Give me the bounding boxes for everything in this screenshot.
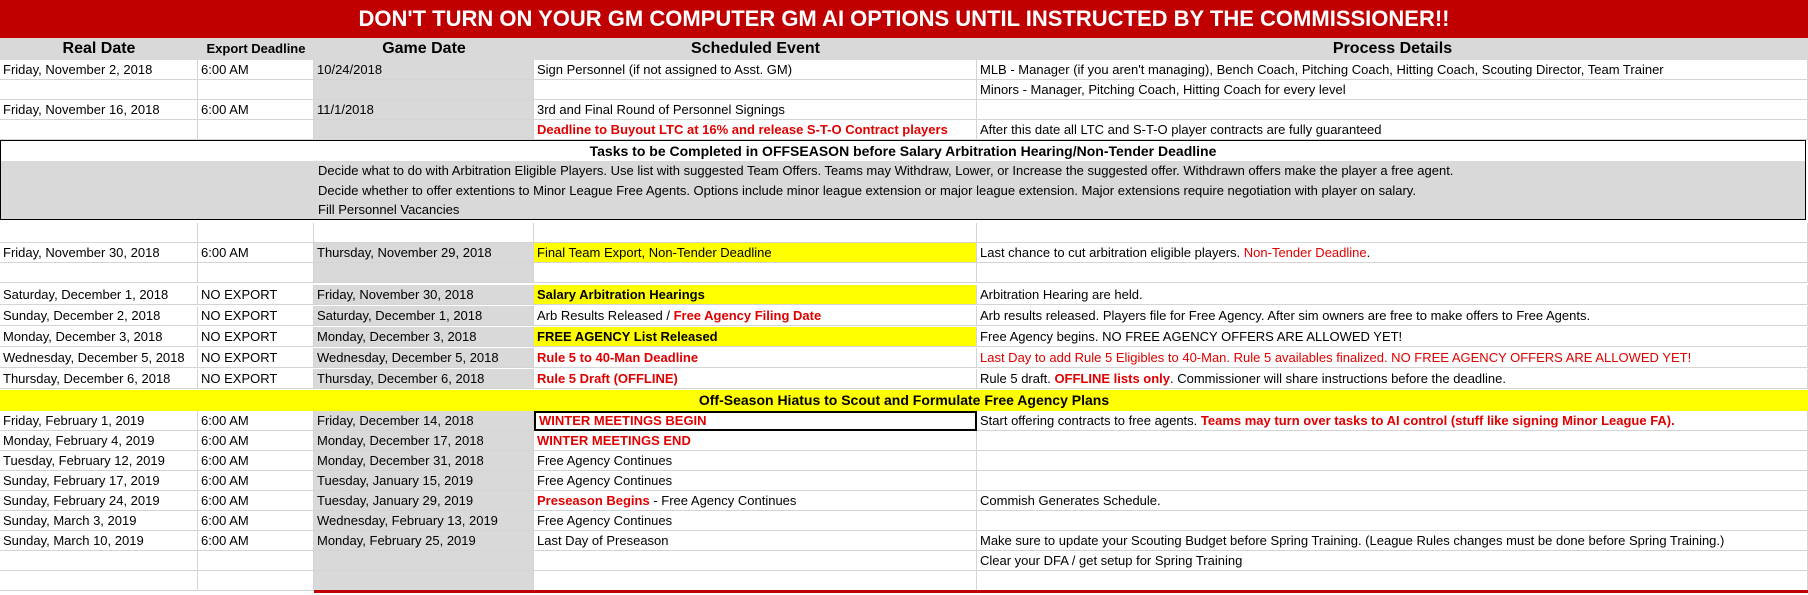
- offseason-tasks-block: [0, 140, 1806, 220]
- export-cell[interactable]: 6:00 AM: [198, 100, 314, 120]
- table-row: [0, 243, 1808, 263]
- table-row: [0, 120, 1808, 140]
- real-date-cell[interactable]: [0, 551, 198, 571]
- task-line[interactable]: Fill Personnel Vacancies: [318, 202, 460, 217]
- empty-cell[interactable]: [314, 263, 534, 283]
- real-date-cell[interactable]: Tuesday, February 12, 2019: [0, 451, 198, 471]
- empty-cell[interactable]: [977, 223, 1808, 243]
- details-cell[interactable]: [977, 511, 1808, 531]
- export-cell[interactable]: 6:00 AM: [198, 411, 314, 431]
- game-date-cell[interactable]: Saturday, December 1, 2018: [314, 306, 534, 326]
- table-row: [0, 306, 1808, 326]
- table-row: [0, 327, 1808, 347]
- export-cell[interactable]: [198, 80, 314, 100]
- details-red-text: OFFLINE lists only: [1054, 371, 1171, 386]
- table-row: [0, 551, 1808, 571]
- export-cell[interactable]: 6:00 AM: [198, 471, 314, 491]
- event-cell[interactable]: [534, 306, 977, 326]
- game-date-cell[interactable]: Tuesday, January 15, 2019: [314, 471, 534, 491]
- empty-cell[interactable]: [314, 223, 534, 243]
- game-date-cell[interactable]: Wednesday, December 5, 2018: [314, 348, 534, 368]
- header-export-deadline[interactable]: Export Deadline: [198, 38, 314, 60]
- bottom-border: [314, 590, 1808, 593]
- table-row: [0, 491, 1808, 511]
- header-scheduled-event[interactable]: Scheduled Event: [534, 38, 977, 60]
- game-date-cell[interactable]: [314, 120, 534, 140]
- table-row: [0, 471, 1808, 491]
- real-date-cell[interactable]: Friday, November 2, 2018: [0, 60, 198, 80]
- table-row: [0, 60, 1808, 80]
- event-cell[interactable]: Free Agency Continues: [534, 511, 977, 531]
- export-cell[interactable]: 6:00 AM: [198, 60, 314, 80]
- export-cell[interactable]: NO EXPORT: [198, 369, 314, 389]
- details-cell[interactable]: Make sure to update your Scouting Budget before Spring Training. (League Rules changes must be done before Spring Training.): [977, 531, 1808, 551]
- event-cell[interactable]: Deadline to Buyout LTC at 16% and release S-T-O Contract players: [534, 120, 977, 140]
- real-date-cell[interactable]: Friday, February 1, 2019: [0, 411, 198, 431]
- table-row: [0, 531, 1808, 551]
- tasks-body: [1, 161, 1805, 219]
- table-row: [0, 411, 1808, 431]
- event-cell[interactable]: [534, 551, 977, 571]
- hiatus-band[interactable]: Off-Season Hiatus to Scout and Formulate Free Agency Plans: [0, 390, 1808, 411]
- empty-cell[interactable]: [314, 571, 534, 591]
- details-text: Rule 5 draft.: [980, 371, 1055, 386]
- details-cell[interactable]: Free Agency begins. NO FREE AGENCY OFFERS ARE ALLOWED YET!: [977, 327, 1808, 347]
- details-text: Last chance to cut arbitration eligible players.: [980, 245, 1244, 260]
- details-text: Start offering contracts to free agents.: [980, 413, 1201, 428]
- real-date-cell[interactable]: Sunday, March 3, 2019: [0, 511, 198, 531]
- event-cell[interactable]: Free Agency Continues: [534, 451, 977, 471]
- empty-cell[interactable]: [198, 571, 314, 591]
- details-cell[interactable]: MLB - Manager (if you aren't managing), Bench Coach, Pitching Coach, Hitting Coach, Scouting Director, Team Trainer: [977, 60, 1808, 80]
- export-cell[interactable]: 6:00 AM: [198, 451, 314, 471]
- details-cell[interactable]: [977, 471, 1808, 491]
- event-red-text: Free Agency Filing Date: [673, 308, 822, 323]
- export-cell[interactable]: [198, 551, 314, 571]
- event-cell[interactable]: Free Agency Continues: [534, 471, 977, 491]
- details-cell[interactable]: [977, 243, 1808, 263]
- real-date-cell[interactable]: [0, 120, 198, 140]
- export-cell[interactable]: 6:00 AM: [198, 431, 314, 451]
- export-cell[interactable]: NO EXPORT: [198, 285, 314, 305]
- real-date-cell[interactable]: Thursday, December 6, 2018: [0, 369, 198, 389]
- game-date-cell[interactable]: Friday, November 30, 2018: [314, 285, 534, 305]
- event-cell[interactable]: Rule 5 to 40-Man Deadline: [534, 348, 977, 368]
- details-cell[interactable]: Arb results released. Players file for Free Agency. After sim owners are free to make offers to Free Agents.: [977, 306, 1808, 326]
- details-end-text: . Commissioner will share instructions before the deadline.: [1170, 371, 1507, 386]
- export-cell[interactable]: NO EXPORT: [198, 348, 314, 368]
- export-cell[interactable]: 6:00 AM: [198, 243, 314, 263]
- real-date-cell[interactable]: [0, 80, 198, 100]
- real-date-cell[interactable]: Friday, November 16, 2018: [0, 100, 198, 120]
- details-cell[interactable]: Last Day to add Rule 5 Eligibles to 40-Man. Rule 5 availables finalized. NO FREE AGENCY OFFERS ARE ALLOWED YET!: [977, 348, 1808, 368]
- header-real-date[interactable]: Real Date: [0, 38, 198, 60]
- game-date-cell[interactable]: Wednesday, February 13, 2019: [314, 511, 534, 531]
- details-cell[interactable]: [977, 100, 1808, 120]
- table-row: [0, 223, 1808, 243]
- empty-cell[interactable]: [198, 223, 314, 243]
- game-date-cell[interactable]: Monday, December 17, 2018: [314, 431, 534, 451]
- empty-cell[interactable]: [534, 223, 977, 243]
- empty-cell[interactable]: [0, 223, 198, 243]
- empty-cell[interactable]: [534, 571, 977, 591]
- details-red-text: Teams may turn over tasks to AI control (stuff like signing Minor League FA).: [1200, 413, 1675, 428]
- event-text: - Free Agency Continues: [649, 493, 797, 508]
- export-cell[interactable]: 6:00 AM: [198, 511, 314, 531]
- event-cell[interactable]: 3rd and Final Round of Personnel Signings: [534, 100, 977, 120]
- game-date-cell[interactable]: Tuesday, January 29, 2019: [314, 491, 534, 511]
- event-cell[interactable]: Rule 5 Draft (OFFLINE): [534, 369, 977, 389]
- game-date-cell[interactable]: Thursday, December 6, 2018: [314, 369, 534, 389]
- empty-cell[interactable]: [198, 263, 314, 283]
- event-cell[interactable]: [534, 80, 977, 100]
- event-cell[interactable]: FREE AGENCY List Released: [534, 327, 977, 347]
- details-cell[interactable]: Commish Generates Schedule.: [977, 491, 1808, 511]
- real-date-cell[interactable]: Sunday, March 10, 2019: [0, 531, 198, 551]
- real-date-cell[interactable]: Saturday, December 1, 2018: [0, 285, 198, 305]
- event-cell[interactable]: Salary Arbitration Hearings: [534, 285, 977, 305]
- header-process-details[interactable]: Process Details: [977, 38, 1808, 60]
- warning-banner: DON'T TURN ON YOUR GM COMPUTER GM AI OPTIONS UNTIL INSTRUCTED BY THE COMMISSIONER!!: [0, 0, 1808, 38]
- game-date-cell[interactable]: [314, 80, 534, 100]
- details-cell[interactable]: [977, 411, 1808, 431]
- table-row: [0, 263, 1808, 283]
- details-cell[interactable]: Arbitration Hearing are held.: [977, 285, 1808, 305]
- table-row: [0, 511, 1808, 531]
- game-date-cell[interactable]: Monday, February 25, 2019: [314, 531, 534, 551]
- details-cell[interactable]: After this date all LTC and S-T-O player contracts are fully guaranteed: [977, 120, 1808, 140]
- real-date-cell[interactable]: Sunday, December 2, 2018: [0, 306, 198, 326]
- game-date-cell[interactable]: 10/24/2018: [314, 60, 534, 80]
- table-row: [0, 80, 1808, 100]
- details-red-text: Non-Tender Deadline: [1243, 245, 1367, 260]
- table-row: [0, 369, 1808, 389]
- real-date-cell[interactable]: Wednesday, December 5, 2018: [0, 348, 198, 368]
- export-cell[interactable]: 6:00 AM: [198, 491, 314, 511]
- real-date-cell[interactable]: Monday, February 4, 2019: [0, 431, 198, 451]
- task-line[interactable]: Decide whether to offer extentions to Minor League Free Agents. Options include minor league extension or major league extension. Major extensions require negotiation with player on salary.: [318, 183, 1416, 198]
- details-cell[interactable]: [977, 451, 1808, 471]
- event-red-text: Preseason Begins: [537, 493, 650, 508]
- event-cell-selected[interactable]: WINTER MEETINGS BEGIN: [534, 411, 977, 431]
- event-cell[interactable]: Final Team Export, Non-Tender Deadline: [534, 243, 977, 263]
- event-cell[interactable]: Sign Personnel (if not assigned to Asst. GM): [534, 60, 977, 80]
- empty-cell[interactable]: [0, 571, 198, 591]
- details-cell[interactable]: Clear your DFA / get setup for Spring Training: [977, 551, 1808, 571]
- details-cell[interactable]: Minors - Manager, Pitching Coach, Hitting Coach for every level: [977, 80, 1808, 100]
- empty-cell[interactable]: [977, 431, 1808, 451]
- real-date-cell[interactable]: Sunday, February 17, 2019: [0, 471, 198, 491]
- table-row: [0, 571, 1808, 591]
- empty-cell[interactable]: [977, 263, 1808, 283]
- tasks-title[interactable]: Tasks to be Completed in OFFSEASON before Salary Arbitration Hearing/Non-Tender Deadline: [1, 141, 1805, 162]
- details-cell[interactable]: [977, 369, 1808, 389]
- table-row: [0, 100, 1808, 120]
- details-end-text: .: [1366, 245, 1371, 260]
- real-date-cell[interactable]: Sunday, February 24, 2019: [0, 491, 198, 511]
- empty-cell[interactable]: [534, 263, 977, 283]
- task-line[interactable]: Decide what to do with Arbitration Eligible Players. Use list with suggested Team Offers. Teams may Withdraw, Lower, or Increase the suggested offer. Withdrawn offers make the player a free agent.: [318, 163, 1454, 178]
- event-text: Arb Results Released /: [537, 308, 674, 323]
- export-cell[interactable]: [198, 120, 314, 140]
- export-cell[interactable]: NO EXPORT: [198, 327, 314, 347]
- game-date-cell[interactable]: 11/1/2018: [314, 100, 534, 120]
- empty-cell[interactable]: [977, 571, 1808, 591]
- game-date-cell[interactable]: Monday, December 3, 2018: [314, 327, 534, 347]
- event-cell[interactable]: Last Day of Preseason: [534, 531, 977, 551]
- event-cell[interactable]: WINTER MEETINGS END: [534, 431, 977, 451]
- export-cell[interactable]: NO EXPORT: [198, 306, 314, 326]
- table-row: [0, 348, 1808, 368]
- game-date-cell[interactable]: Friday, December 14, 2018: [314, 411, 534, 431]
- real-date-cell[interactable]: Friday, November 30, 2018: [0, 243, 198, 263]
- table-row: [0, 431, 1808, 451]
- event-cell[interactable]: [534, 491, 977, 511]
- real-date-cell[interactable]: Monday, December 3, 2018: [0, 327, 198, 347]
- game-date-cell[interactable]: Thursday, November 29, 2018: [314, 243, 534, 263]
- game-date-cell[interactable]: [314, 551, 534, 571]
- export-cell[interactable]: 6:00 AM: [198, 531, 314, 551]
- empty-cell[interactable]: [0, 263, 198, 283]
- header-game-date[interactable]: Game Date: [314, 38, 534, 60]
- table-row: [0, 285, 1808, 305]
- table-row: [0, 451, 1808, 471]
- game-date-cell[interactable]: Monday, December 31, 2018: [314, 451, 534, 471]
